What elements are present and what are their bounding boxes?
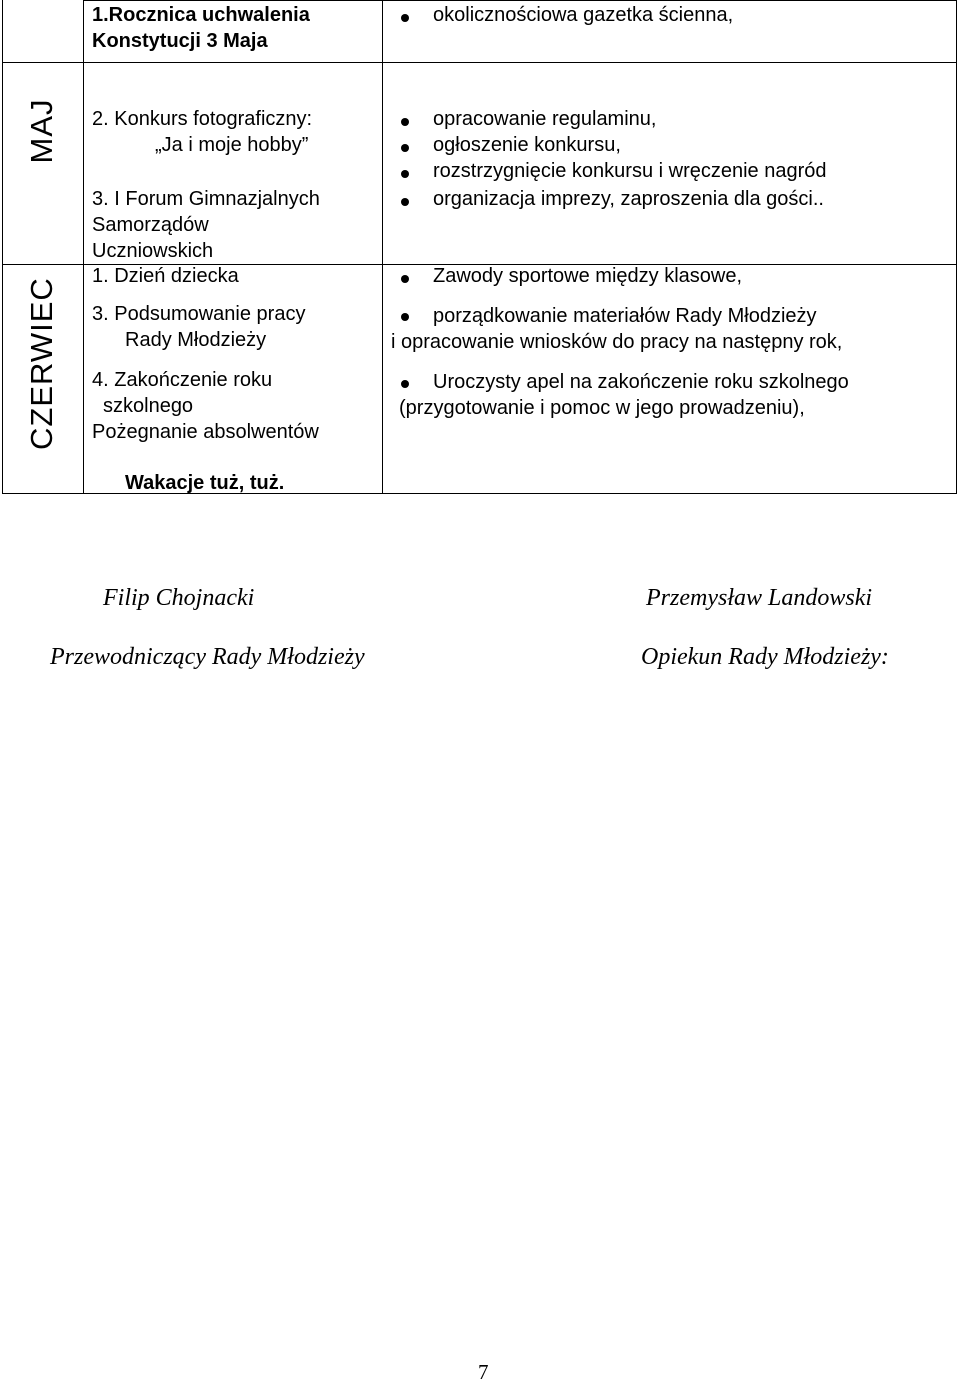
page-number: 7 — [478, 1360, 489, 1384]
table-border — [956, 0, 957, 494]
event-title: szkolnego — [103, 395, 194, 417]
event-title: Konstytucji 3 Maja — [92, 30, 268, 52]
task-item: ogłoszenie konkursu, — [433, 134, 621, 156]
event-title: Wakacje tuż, tuż. — [125, 472, 285, 494]
task-item: i opracowanie wniosków do pracy na następny rok, — [391, 331, 843, 353]
bullet-icon — [401, 144, 409, 152]
signature-left-name: Filip Chojnacki — [103, 585, 255, 611]
bullet-icon — [401, 14, 409, 22]
event-title: Samorządów — [92, 214, 209, 236]
event-title: 2. Konkurs fotograficzny: — [92, 108, 313, 130]
table-border — [83, 0, 84, 494]
bullet-icon — [401, 170, 409, 178]
event-title: Pożegnanie absolwentów — [92, 421, 319, 443]
task-item: (przygotowanie i pomoc w jego prowadzeniu), — [399, 397, 805, 419]
task-item: Uroczysty apel na zakończenie roku szkolnego — [433, 371, 849, 393]
bullet-icon — [401, 198, 409, 206]
signature-right-name: Przemysław Landowski — [646, 585, 873, 611]
task-item: Zawody sportowe między klasowe, — [433, 265, 743, 287]
signature-right-role: Opiekun Rady Młodzieży: — [641, 644, 889, 670]
bullet-icon — [401, 275, 409, 283]
bullet-icon — [401, 118, 409, 126]
event-title: Uczniowskich — [92, 240, 214, 262]
event-title: 4. Zakończenie roku — [92, 369, 273, 391]
event-title: 1. Dzień dziecka — [92, 265, 239, 287]
event-title: 1.Rocznica uchwalenia — [92, 4, 310, 26]
task-item: organizacja imprezy, zaproszenia dla gości.. — [433, 188, 824, 210]
event-title: „Ja i moje hobby” — [155, 134, 309, 156]
month-label-maj: MAJ — [24, 98, 59, 164]
task-item: rozstrzygnięcie konkursu i wręczenie nagród — [433, 160, 827, 182]
table-border — [2, 62, 957, 63]
table-border — [83, 0, 957, 1]
table-border — [2, 0, 3, 494]
task-item: okolicznościowa gazetka ścienna, — [433, 4, 734, 26]
table-border — [382, 0, 383, 494]
bullet-icon — [401, 313, 409, 321]
bullet-icon — [401, 380, 409, 388]
event-title: Rady Młodzieży — [125, 329, 267, 351]
event-title: 3. I Forum Gimnazjalnych — [92, 188, 320, 210]
month-label-czerwiec: CZERWIEC — [24, 277, 59, 450]
task-item: porządkowanie materiałów Rady Młodzieży — [433, 305, 817, 327]
task-item: opracowanie regulaminu, — [433, 108, 657, 130]
signature-left-role: Przewodniczący Rady Młodzieży — [50, 644, 365, 670]
event-title: 3. Podsumowanie pracy — [92, 303, 306, 325]
